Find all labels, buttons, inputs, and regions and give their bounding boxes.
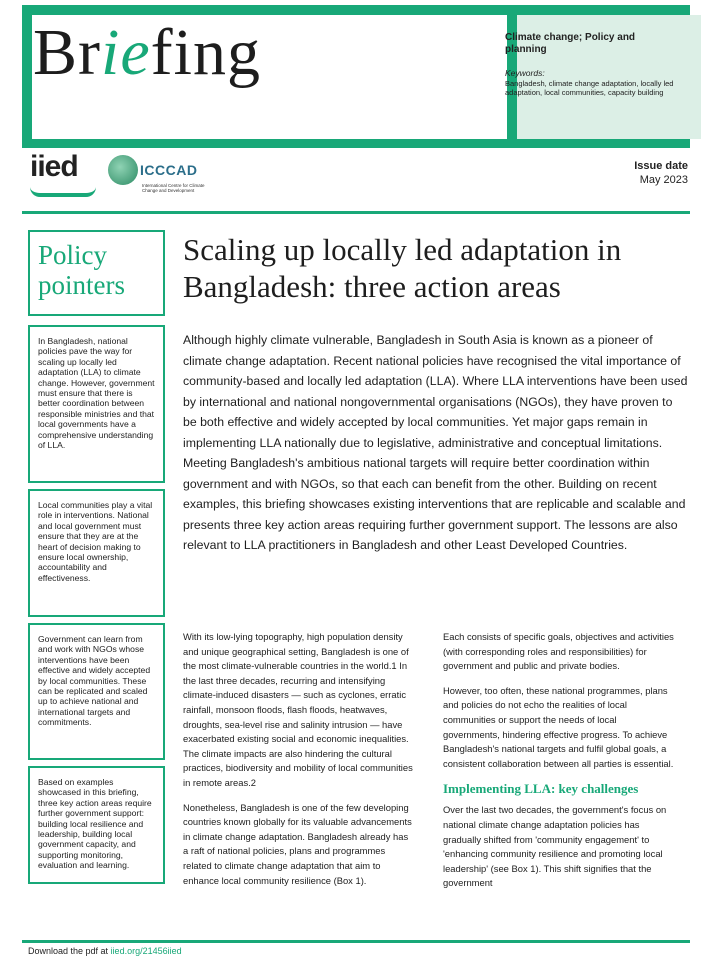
keywords-label: Keywords: — [505, 68, 545, 78]
policy-pointer: Government can learn from and work with NGOs whose interventions have been effective and widely accepted by local communities. These can be replicated and scaled up to achieve national and international targets and commitments. — [28, 623, 165, 760]
section-heading: Implementing LLA: key challenges — [443, 781, 639, 797]
iied-logo: iied — [30, 150, 78, 183]
download-line — [28, 946, 182, 956]
policy-pointers-title: Policy pointers — [38, 240, 125, 300]
article-lead: Although highly climate vulnerable, Bangladesh in South Asia is known as a pioneer of climate change adaptation. Recent national policies have recognised the vital importance of community-based and locally led adaptation (LLA). Where LLA interventions have been used by international and national nongovernmental organisations (NGOs), they have proven to be both effective and widely accepted by local communities. Yet major gaps remain in implementing LLA nationally due to legislative, administrative and conceptual limitations. Meeting Bangladesh's ambitious national targets will require better coordination within government and with NGOs, so that each can benefit from the other. Building on recent examples, this briefing showcases existing interventions that are replicable and scalable and presents three key action areas requiring further government support. The lessons are also relevant to LLA practitioners in Bangladesh and other Least Developed Countries. — [183, 333, 688, 552]
body-paragraph: Nonetheless, Bangladesh is one of the few developing countries known globally for its valuable advancements in climate change adaptation. Bangladesh already has a raft of national policies, plans and programmes related to climate change adaptation that aim to enhance local community resilience (Box 1). — [183, 801, 412, 886]
title-accent: ie — [101, 16, 151, 89]
footer-divider — [22, 940, 690, 943]
download-text: Download the pdf at — [28, 946, 111, 956]
body-paragraph: Over the last two decades, the government's focus on national climate change adaptation policies has gradually shifted from 'community engagement' to 'enhancing community resilience and promoting local leadership' (see Box 1). This shift signifies that the government — [443, 804, 667, 889]
policy-pointer: Local communities play a vital role in interventions. National and local government must ensure that they are at the heart of decision making to ensure local ownership, accountability and effectiveness. — [28, 489, 165, 617]
keywords-text: Bangladesh, climate change adaptation, locally led adaptation, local communities, capacity building — [505, 79, 674, 97]
iied-logo-smile — [30, 187, 96, 197]
icccad-globe-icon — [108, 155, 138, 185]
title-part: Br — [33, 16, 101, 89]
body-paragraph: Each consists of specific goals, objectives and activities (with corresponding roles and responsibilities) for government and public and private bodies. — [443, 631, 674, 672]
article-headline: Scaling up locally led adaptation in Bangladesh: three action areas — [183, 232, 622, 304]
download-link[interactable]: iied.org/21456iied — [110, 946, 182, 956]
icccad-subtitle: International Centre for Climate Change and Development — [142, 183, 205, 193]
issue-date: May 2023 — [639, 174, 688, 186]
body-column-left — [183, 630, 415, 898]
icccad-logo: ICCCAD — [140, 162, 198, 178]
policy-pointer: In Bangladesh, national policies pave the way for scaling up locally led adaptation (LLA) to climate change. However, government must ensure that there is better coordination between responsible ministries and that local governments have a comprehensive understanding of LLA. — [28, 325, 165, 483]
issue-date-label: Issue date — [634, 160, 688, 172]
body-column-right — [443, 630, 675, 901]
title-part: fing — [150, 16, 261, 89]
body-paragraph: However, too often, these national programmes, plans and policies do not echo the realities of local communities or support the needs of local governments, hindering effective progress. To achieve Bangladesh's national targets and fulfil global goals, a consistent collaboration between all parties is essential. — [443, 684, 674, 769]
briefing-title — [33, 16, 261, 89]
topic-label: Climate change; Policy and planning — [505, 32, 636, 55]
body-paragraph: With its low-lying topography, high population density and unique geographical setting, Bangladesh is one of the most climate-vulnerable countries in the world.1 In the last three decades, recurring and intensifying climate-induced disasters — such as cyclones, erratic rainfall, monsoon floods, flash floods, heatwaves, droughts, sea-level rise and salinity intrusion — have exacerbated existing social and economic inequalities. The climate impacts are also hindering the cultural practices, biodiversity and mobility of local communities in remote areas.2 — [183, 631, 413, 788]
policy-pointer: Based on examples showcased in this briefing, three key action areas require further government support: building local resilience and leadership, building local government capacity, and supporting monitoring, evaluation and learning. — [28, 766, 165, 884]
header-divider — [22, 211, 690, 214]
